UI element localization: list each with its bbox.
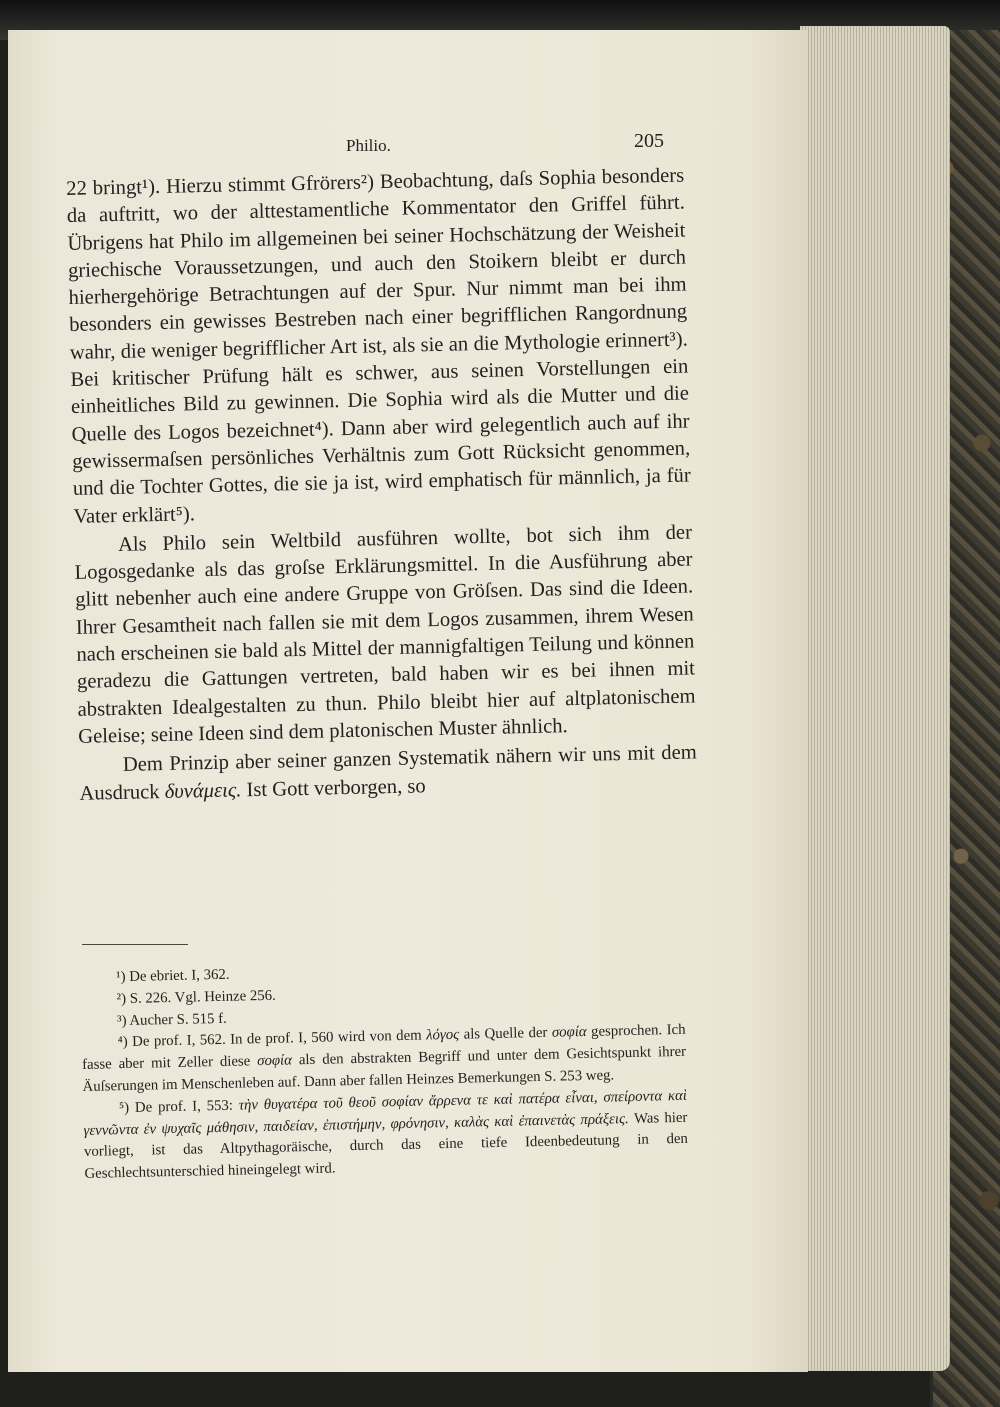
greek-term: δυνάμεις.: [164, 778, 242, 803]
paragraph-3: [79, 740, 698, 808]
page-number: 205: [634, 130, 664, 152]
footnote-4-greek-2: σοφία: [551, 1024, 587, 1042]
footnote-4-text-c: gesprochen. Ich fasse aber mit Zeller diese: [81, 1022, 686, 1074]
book-page: [8, 30, 808, 1372]
footnote-5-text-a: ⁵) De prof. I, 553:: [118, 1097, 239, 1116]
running-head: Philio.: [346, 136, 391, 155]
footnote-4-greek-3: σοφία: [257, 1052, 293, 1070]
footnote-rule: [82, 944, 188, 945]
footnotes: [80, 955, 689, 1186]
footnote-5: [83, 1086, 689, 1186]
footnote-1: ¹) De ebriet. I, 362.: [116, 966, 230, 986]
footnote-5-greek: τὴν θυγατέρα τοῦ θεοῦ σοφίαν ἄρρενα τε καὶ πατέρα εἶναι, σπείροντα καὶ γεννῶντα ἐν ψυχαῖς μάθησιν, παιδείαν, ἐπιστήμην, φρόνησιν, καλὰς καὶ ἐπαινετὰς πράξεις.: [83, 1087, 688, 1139]
page-header: [8, 130, 808, 160]
page-edges: [800, 26, 950, 1371]
paragraph-2: Als Philo sein Weltbild ausführen wollte, bot sich ihm der Logosgedanke als das groſse Erklärungsmittel. In die Ausführung aber glitt nebenher auch eine andere Gruppe von Gröſsen. Das sind die Ideen. Ihrer Gesamtheit nach fallen sie mit dem Logos zusammen, ihrem Wesen nach erscheinen sie bald als Mittel der mannigfaltigen Teilung und können geradezu die Gattungen vertreten, bald haben wir es bei ihnen mit abstrakten Idealgestalten zu thun. Philo bleibt hier auf altplatonischem Geleise; seine Ideen sind dem platonischen Muster ähnlich.: [74, 521, 696, 748]
footnote-4-text-d: als den abstrakten Begriff und unter dem Gesichtspunkt ihrer Äuſserungen im Menschenleben auf. Dann aber fallen Heinzes Bemerkungen S. 253 weg.: [82, 1043, 687, 1095]
body-text: [66, 163, 698, 808]
paragraph-3-text-end: Ist Gott verborgen, so: [241, 774, 426, 801]
footnote-4-text-b: als Quelle der: [459, 1025, 553, 1044]
footnote-2: ²) S. 226. Vgl. Heinze 256.: [116, 987, 276, 1008]
footnote-4-text-a: ⁴) De prof. I, 562. In de prof. I, 560 wird von dem: [117, 1027, 427, 1051]
footnote-3: ³) Aucher S. 515 f.: [116, 1010, 227, 1029]
footnote-4-greek-1: λόγος: [425, 1027, 460, 1044]
footnote-5-text-b: Was hier vorliegt, ist das Altpythagoräische, durch das eine tiefe Ideenbedeutung in den Geschlechtsunterschied hineingelegt wird.: [83, 1109, 689, 1183]
paragraph-3-text-start: Dem Prinzip aber seiner ganzen Systematik nähern wir uns mit dem Ausdruck: [79, 741, 697, 805]
paragraph-1: 22 bringt¹). Hierzu stimmt Gfrörers²) Beobachtung, daſs Sophia besonders da auftritt, wo der alttestamentliche Kommentator den Griffel führt. Übrigens hat Philo im allgemeinen bei seiner Hochschätzung der Weisheit griechische Voraussetzungen, und auch den Stoikern bleibt er durch hierhergehörige Betrachtungen auf der Spur. Nur nimmt man bei ihm besonders ein gewisses Bestreben nach einer begrifflichen Rangordnung wahr, die weniger begrifflicher Art ist, als sie an die Mythologie erinnert³). Bei kritischer Prüfung hält es schwer, aus seinen Vorstellungen ein einheitliches Bild zu gewinnen. Die Sophia wird als die Mutter und die Quelle des Logos bezeichnet⁴). Dann aber wird gelegentlich auch auf ihr gewissermaſsen persönliches Verhältnis zum Gott Rücksicht genommen, und die Tochter Gottes, die sie ja ist, wird emphatisch für männlich, ja für Vater erklärt⁵).: [66, 164, 691, 528]
